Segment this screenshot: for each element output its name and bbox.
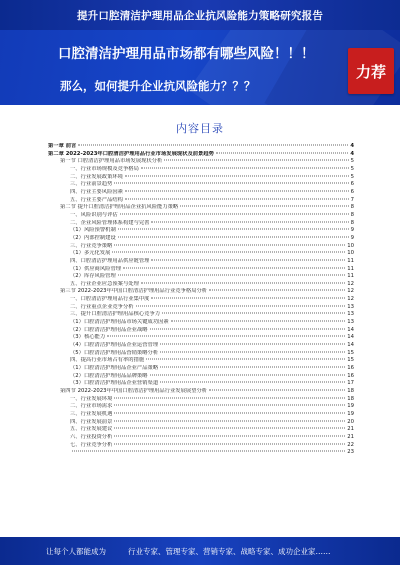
toc-entry[interactable]: [48, 373, 354, 381]
toc-entry-title: （1）口腔清洁护理用品企业产品策略: [70, 365, 159, 372]
toc-page-number: 9: [350, 234, 354, 241]
toc-leader-dots: [114, 397, 345, 398]
toc-entry-title: 第二章 2022-2023年口腔清洁护理用品行业市场发展现状及前景趋势: [48, 150, 214, 157]
toc-leader-dots: [141, 167, 349, 168]
toc-entry[interactable]: [48, 434, 354, 442]
toc-leader-dots: [209, 290, 345, 291]
toc-entry[interactable]: [48, 396, 354, 404]
toc-leader-dots: [114, 183, 348, 184]
toc-entry-title: 四、提高行业市场占有率的措施: [70, 357, 145, 364]
toc-leader-dots: [107, 336, 345, 337]
toc-entry-title: 第一章 前言: [48, 143, 77, 149]
toc-leader-dots: [171, 321, 346, 322]
toc-page-number: 11: [347, 265, 354, 272]
toc-leader-dots: [151, 298, 345, 299]
toc-page-number: 21: [347, 426, 354, 433]
toc-leader-dots: [180, 206, 348, 207]
toc-title: 内容目录: [176, 122, 224, 135]
toc-page-number: 18: [347, 388, 354, 394]
toc-entry[interactable]: [48, 296, 354, 304]
toc-page-number: 8: [350, 204, 354, 211]
toc-page-number: 11: [347, 257, 354, 264]
toc-entry[interactable]: [48, 235, 354, 243]
top-banner: [0, 0, 400, 30]
toc-leader-dots: [125, 175, 349, 176]
toc-entry-title: 第二节 提升口腔清洁护理用品企业抗风险能力策略: [60, 204, 179, 211]
toc-entry-title: 二、行业重点企业竞争分析: [70, 303, 134, 310]
toc-page-number: 16: [347, 365, 354, 372]
toc-page-number: 7: [350, 196, 354, 203]
toc-page-number: 4: [350, 143, 354, 149]
toc-leader-dots: [151, 259, 345, 260]
toc-entry-title: 一、风险识别与评估: [70, 211, 118, 218]
toc-entry-title: （3）核心能力: [70, 334, 106, 341]
toc-leader-dots: [72, 451, 345, 452]
toc-page-number: 12: [347, 280, 354, 287]
toc-entry-title: 二、企业风险管理体系构建与完善: [70, 219, 150, 226]
toc-page-number: 8: [350, 219, 354, 226]
toc-leader-dots: [216, 152, 348, 153]
toc-entry-title: （4）口腔清洁护理用品企业运营管理: [70, 342, 159, 349]
toc-entry[interactable]: [48, 189, 354, 197]
toc-leader-dots: [151, 221, 348, 222]
toc-leader-dots: [160, 367, 345, 368]
toc-leader-dots: [114, 435, 345, 436]
toc-leader-dots: [209, 390, 345, 391]
toc-page-number: 18: [347, 395, 354, 402]
report-title: 提升口腔清洁护理用品企业抗风险能力策略研究报告: [76, 9, 324, 22]
toc-leader-dots: [118, 229, 349, 230]
toc-entry-title: 三、行业发展机遇: [70, 410, 113, 417]
toc-entry[interactable]: [48, 426, 354, 434]
toc-leader-dots: [136, 305, 346, 306]
toc-leader-dots: [160, 382, 345, 383]
toc-entry[interactable]: [48, 365, 354, 373]
toc-entry[interactable]: [48, 151, 354, 159]
toc-leader-dots: [164, 160, 348, 161]
toc-page-number: 9: [350, 227, 354, 234]
toc-leader-dots: [114, 412, 345, 413]
toc-page-number: 14: [347, 342, 354, 349]
toc-leader-dots: [141, 282, 345, 283]
toc-page-number: 12: [347, 288, 354, 295]
toc-page-number: 16: [347, 372, 354, 379]
toc-page-number: 19: [347, 403, 354, 410]
toc-entry-title: 六、行业投资分析: [70, 433, 113, 440]
toc-entry-title: 第一节 口腔清洁护理用品市场发展现状分析: [60, 158, 163, 165]
toc-entry[interactable]: [48, 342, 354, 350]
toc-entry-title: 五、行业企业应急预案与处理: [70, 280, 139, 287]
toc-entry-title: （3）口腔清洁护理用品企业营销渠道: [70, 380, 159, 387]
toc-entry[interactable]: [48, 327, 354, 335]
toc-entry[interactable]: [48, 419, 354, 427]
toc-leader-dots: [114, 420, 345, 421]
toc-leader-dots: [118, 275, 346, 276]
toc-page-number: 10: [347, 250, 354, 257]
toc-page-number: 11: [347, 273, 354, 280]
toc-entry-title: 三、行业前景趋势: [70, 181, 113, 188]
recommend-stamp: 力荐: [348, 48, 394, 94]
toc-leader-dots: [160, 344, 345, 345]
toc-page-number: 10: [347, 242, 354, 249]
toc-entry-title: 四、行业主要风险因素: [70, 188, 123, 195]
toc-entry-title: （1）风险预警机制: [70, 227, 116, 234]
toc-entry-title: 四、行业发展前景: [70, 418, 113, 425]
toc-leader-dots: [114, 405, 345, 406]
toc-entry[interactable]: [48, 281, 354, 289]
toc-page-number: 5: [350, 158, 354, 165]
toc-entry[interactable]: [48, 442, 354, 450]
toc-entry-title: 一、口腔清洁护理用品行业集中度: [70, 296, 150, 303]
toc-entry-title: （2）口腔清洁护理用品企业战略: [70, 326, 148, 333]
toc-entry-title: 五、行业主要产品结构: [70, 196, 123, 203]
toc-page-number: 20: [347, 418, 354, 425]
toc-entry[interactable]: [48, 220, 354, 228]
toc-entry-title: （1）多元化发展: [70, 250, 111, 257]
toc-entry[interactable]: [48, 319, 354, 327]
footer-roles: 行业专家、管理专家、营销专家、战略专家、成功企业家……: [128, 546, 331, 556]
toc-entry-title: 五、行业发展建议: [70, 426, 113, 433]
toc-leader-dots: [162, 313, 345, 314]
toc-entry[interactable]: [48, 388, 354, 396]
toc-page-number: 8: [350, 211, 354, 218]
toc-entry[interactable]: [48, 243, 354, 251]
toc-leader-dots: [120, 213, 349, 214]
toc-leader-dots: [125, 190, 349, 191]
toc-page-number: 19: [347, 410, 354, 417]
toc-page-number: 23: [347, 449, 354, 456]
toc-page-number: 5: [350, 173, 354, 180]
toc-leader-dots: [146, 359, 345, 360]
toc-entry-title: （5）口腔清洁护理用品营销策略分析: [70, 349, 159, 356]
toc-entry[interactable]: [48, 212, 354, 220]
toc-page-number: 14: [347, 326, 354, 333]
toc-page-number: 12: [347, 296, 354, 303]
toc-leader-dots: [150, 374, 346, 375]
toc-page-number: 13: [347, 311, 354, 318]
toc-entry-title: （1）供应商风险管理: [70, 265, 122, 272]
toc-entry[interactable]: [48, 174, 354, 182]
toc-entry-title: 一、行业市场规模及竞争格局: [70, 165, 139, 172]
toc-entry[interactable]: [48, 411, 354, 419]
toc-leader-dots: [125, 198, 349, 199]
hero-headline: 口腔清洁护理用品市场都有哪些风险！！！: [58, 46, 315, 62]
toc-page-number: 5: [350, 165, 354, 172]
toc-entry-title: （2）库存风险管理: [70, 273, 116, 280]
toc-leader-dots: [123, 267, 345, 268]
toc-leader-dots: [114, 244, 345, 245]
toc-page-number: 13: [347, 319, 354, 326]
toc-page-number: 17: [347, 380, 354, 387]
toc-entry[interactable]: [48, 158, 354, 166]
toc-entry[interactable]: [48, 288, 354, 296]
toc-entry-title: 三、提升口腔清洁护理用品核心竞争力: [70, 311, 161, 318]
toc-page-number: 6: [350, 181, 354, 188]
toc-leader-dots: [114, 443, 345, 444]
toc-entry[interactable]: [48, 143, 354, 151]
toc-leader-dots: [78, 145, 348, 146]
toc-entry[interactable]: [48, 403, 354, 411]
toc-page-number: 6: [350, 188, 354, 195]
toc-entry[interactable]: [48, 266, 354, 274]
toc-entry-title: （2）内部控制建设: [70, 234, 116, 241]
toc-page-number: 22: [347, 441, 354, 448]
toc-entry[interactable]: [48, 304, 354, 312]
toc-entry[interactable]: [48, 204, 354, 212]
toc-entry-title: 四、口腔清洁护理用品供应链管理: [70, 257, 150, 264]
toc-entry-title: 二、行业市场需求: [70, 403, 113, 410]
toc-entry[interactable]: [48, 258, 354, 266]
toc-entry-title: 第四节 2022-2023年中国口腔清洁护理用品行业发展展望分析: [60, 388, 208, 394]
toc-entry[interactable]: [48, 166, 354, 174]
toc-entry-title: （1）口腔清洁护理用品市场关键成功因素: [70, 319, 169, 326]
toc-entry[interactable]: [48, 250, 354, 258]
toc-entry-title: 第三节 2022-2023年中国口腔清洁护理用品行业竞争格局分析: [60, 288, 208, 295]
toc-entry[interactable]: [48, 357, 354, 365]
toc-leader-dots: [114, 428, 345, 429]
footer-slogan: 让每个人都能成为: [46, 546, 106, 556]
toc-page-number: 15: [347, 349, 354, 356]
toc-entry-title: 二、行业发展政策环境: [70, 173, 123, 180]
toc-page-number: 15: [347, 357, 354, 364]
toc-entry[interactable]: [48, 197, 354, 205]
toc-page-number: 13: [347, 303, 354, 310]
toc-entry[interactable]: [48, 273, 354, 281]
toc-entry[interactable]: [48, 350, 354, 358]
toc-leader-dots: [118, 236, 349, 237]
table-of-contents: [48, 143, 354, 457]
toc-leader-dots: [160, 351, 345, 352]
toc-entry[interactable]: [48, 449, 354, 457]
hero-subheadline: 那么，如何提升企业抗风险能力？？？: [60, 79, 256, 93]
toc-entry-title: 七、行业竞争分析: [70, 441, 113, 448]
toc-page-number: 4: [350, 150, 354, 157]
toc-leader-dots: [150, 328, 346, 329]
toc-leader-dots: [112, 252, 345, 253]
toc-page-number: 21: [347, 433, 354, 440]
toc-entry[interactable]: [48, 334, 354, 342]
toc-entry-title: 三、行业竞争策略: [70, 242, 113, 249]
toc-entry-title: 一、行业发展环境: [70, 395, 113, 402]
hero-banner: [0, 30, 400, 105]
toc-page-number: 14: [347, 334, 354, 341]
toc-entry[interactable]: [48, 227, 354, 235]
toc-entry-title: （2）口腔清洁护理用品品牌策略: [70, 372, 148, 379]
bottom-banner: [0, 537, 400, 565]
toc-entry[interactable]: [48, 311, 354, 319]
toc-entry[interactable]: [48, 181, 354, 189]
toc-entry[interactable]: [48, 380, 354, 388]
